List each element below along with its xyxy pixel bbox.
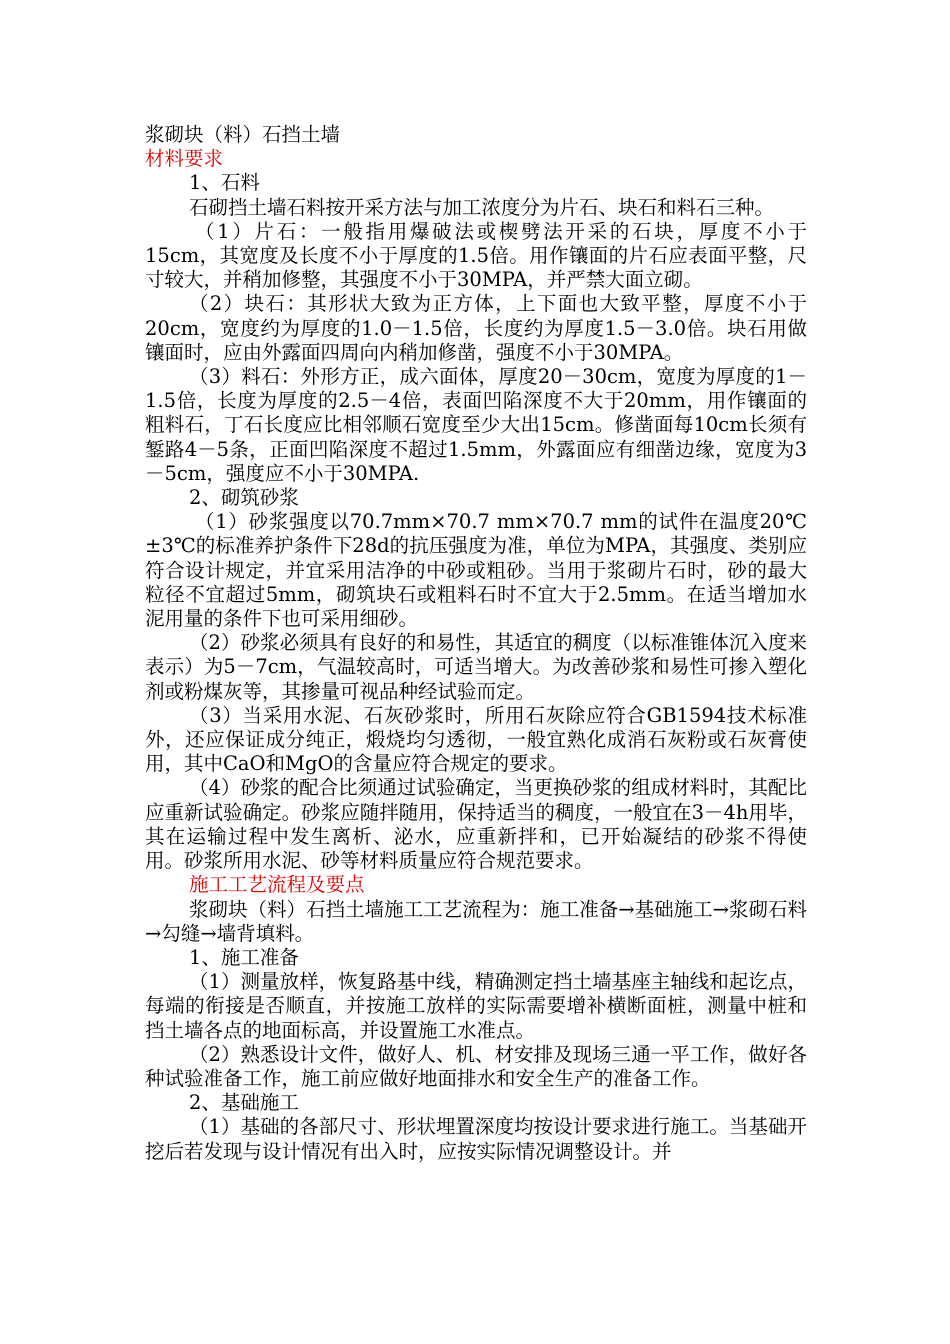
subheading-masonry-mortar: 2、砌筑砂浆 [189,486,299,510]
paragraph-mix-ratio: （4）砂浆的配合比须通过试验确定，当更换砂浆的组成材料时，其配比应重新试验确定。砂浆应随拌随用，保持适当的稠度，一般宜在3－4h用毕，其在运输过程中发生离析、泌水，应重新拌和，已开始凝结的砂浆不得使用。砂浆所用水泥、砂等材料质量应符合规范要求。 [145,776,807,873]
paragraph-stone-classification: 石砌挡土墙石料按开采方法与加工浓度分为片石、块石和料石三种。 [189,195,775,219]
paragraph-process-flow: 浆砌块（料）石挡土墙施工工艺流程为：施工准备→基础施工→浆砌石料→勾缝→墙背填料。 [145,897,807,945]
paragraph-design-documents: （2）熟悉设计文件，做好人、机、材安排及现场三通一平工作，做好各种试验准备工作，施工前应做好地面排水和安全生产的准备工作。 [145,1042,807,1090]
subheading-foundation-construction: 2、基础施工 [189,1091,299,1115]
document-body [145,123,807,1164]
paragraph-mortar-strength: （1）砂浆强度以70.7mm×70.7 mm×70.7 mm的试件在温度20℃±3℃的标准养护条件下28d的抗压强度为准，单位为MPA，其强度、类别应符合设计规定，并宜采用洁净的中砂或粗砂。当用于浆砌片石时，砂的最大粒径不宜超过5mm，砌筑块石或粗料石时不宜大于2.5mm。在适当增加水泥用量的条件下也可采用细砂。 [145,510,807,631]
subheading-construction-preparation: 1、施工准备 [189,945,299,969]
paragraph-lime-mortar: （3）当采用水泥、石灰砂浆时，所用石灰除应符合GB1594技术标准外，还应保证成分纯正，煅烧均匀透彻，一般宜熟化成消石灰粉或石灰膏使用，其中CaO和MgO的含量应符合规定的要求。 [145,703,807,776]
section-heading-construction-process: 施工工艺流程及要点 [189,873,365,897]
paragraph-dressed-stone: （3）料石：外形方正，成六面体，厚度20－30cm，宽度为厚度的1－1.5倍，长度为厚度的2.5－4倍，表面凹陷深度不大于20mm，用作镶面的粗料石，丁石长度应比相邻顺石宽度至少大出15cm。修凿面每10cm长须有錾路4－5条，正面凹陷深度不超过1.5mm，外露面应有细凿边缘，宽度为3－5cm，强度应不小于30MPA. [145,365,807,485]
paragraph-survey-layout: （1）测量放样，恢复路基中线，精确测定挡土墙基座主轴线和起讫点，每端的衔接是否顺直，并按施工放样的实际需要增补横断面桩，测量中桩和挡土墙各点的地面标高，并设置施工水准点。 [145,970,807,1042]
subheading-stone-material: 1、石料 [189,171,260,195]
paragraph-mortar-workability: （2）砂浆必须具有良好的和易性，其适宜的稠度（以标准锥体沉入度来表示）为5－7cm，气温较高时，可适当增大。为改善砂浆和易性可掺入塑化剂或粉煤灰等，其掺量可视品种经试验而定。 [145,631,807,703]
document-title: 浆砌块（料）石挡土墙 [145,123,341,146]
paragraph-block-stone: （2）块石：其形状大致为正方体，上下面也大致平整，厚度不小于20cm，宽度约为厚度的1.0－1.5倍，长度约为厚度1.5－3.0倍。块石用做镶面时，应由外露面四周向内稍加修凿，强度不小于30MPA。 [145,292,807,364]
section-heading-material-requirements: 材料要求 [145,147,224,171]
paragraph-rubble-stone: （1）片石：一般指用爆破法或楔劈法开采的石块，厚度不小于15cm，其宽度及长度不小于厚度的1.5倍。用作镶面的片石应表面平整，尺寸较大，并稍加修整，其强度不小于30MPA，并严禁大面立砌。 [145,219,807,292]
paragraph-foundation-dimensions: （1）基础的各部尺寸、形状埋置深度均按设计要求进行施工。当基础开挖后若发现与设计情况有出入时，应按实际情况调整设计。并 [145,1115,807,1163]
